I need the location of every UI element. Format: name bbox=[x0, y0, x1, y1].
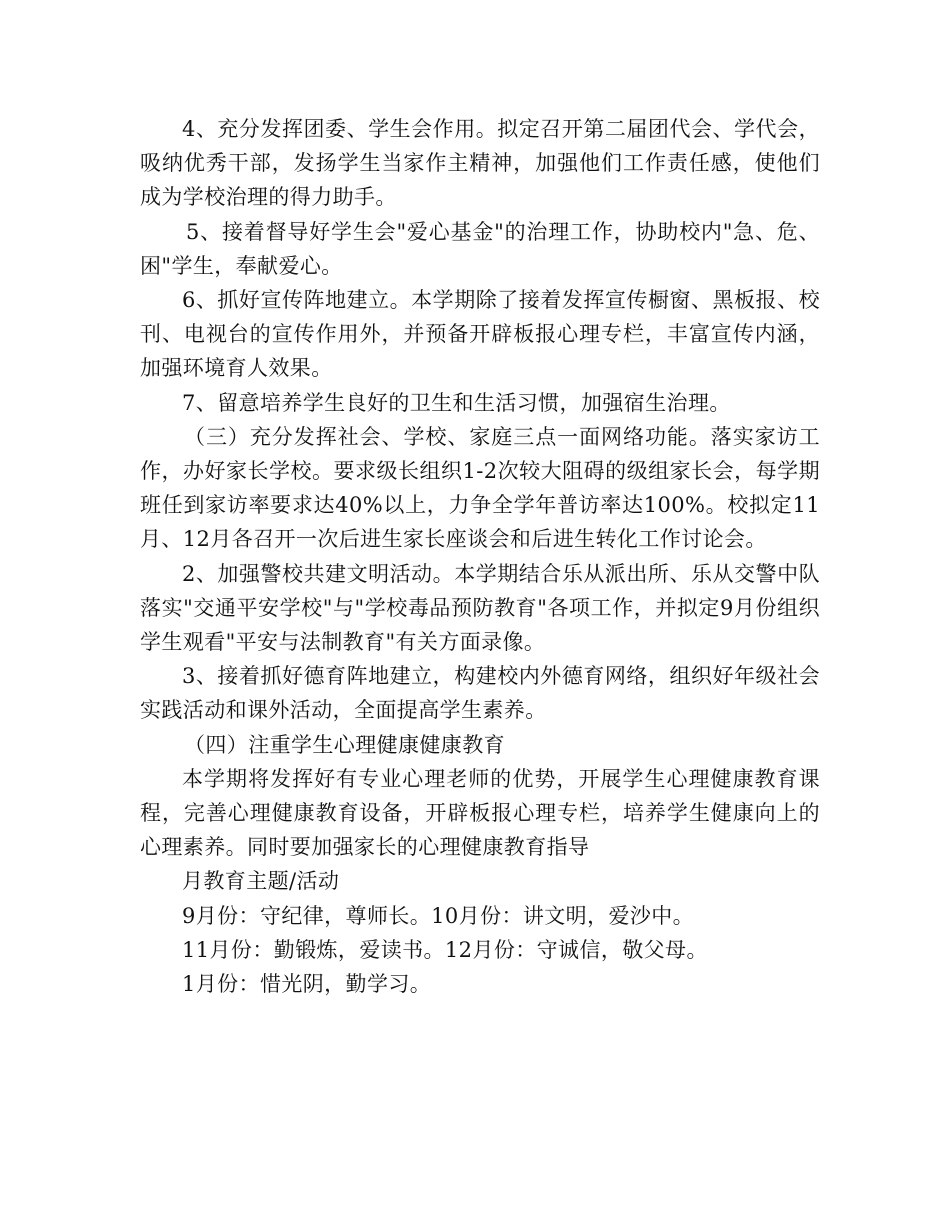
monthly-theme-heading: 月教育主题/活动 bbox=[182, 869, 340, 894]
section-four-heading: （四）注重学生心理健康健康教育 bbox=[184, 732, 505, 757]
monthly-theme-sep-oct: 9月份：守纪律，尊师长。10月份：讲文明，爱沙中。 bbox=[182, 903, 695, 928]
monthly-theme-nov-dec: 11月份：勤锻炼，爱读书。12月份：守诚信，敬父母。 bbox=[182, 937, 708, 962]
paragraph-item-4: 4、充分发挥团委、学生会作用。拟定召开第二届团代会、学代会，吸纳优秀干部，发扬学生当家作主精神，加强他们工作责任感，使他们成为学校治理的得力助手。 bbox=[140, 117, 820, 210]
monthly-theme-jan: 1月份：惜光阴，勤学习。 bbox=[182, 972, 432, 997]
paragraph-item-7: 7、留意培养学生良好的卫生和生活习惯，加强宿生治理。 bbox=[182, 390, 731, 415]
paragraph-item-6: 6、抓好宣传阵地建立。本学期除了接着发挥宣传橱窗、黑板报、校刊、电视台的宣传作用外，并预备开辟板报心理专栏，丰富宣传内涵，加强环境育人效果。 bbox=[140, 288, 820, 381]
paragraph-item-2: 2、加强警校共建文明活动。本学期结合乐从派出所、乐从交警中队落实"交通平安学校"与"学校毒品预防教育"各项工作，并拟定9月份组织学生观看"平安与法制教育"有关方面录像。 bbox=[140, 561, 820, 655]
section-three-paragraph: （三）充分发挥社会、学校、家庭三点一面网络功能。落实家访工作，办好家长学校。要求级长组织1-2次较大阻碍的级组家长会，每学期班任到家访率要求达40%以上，力争全学年普访率达100%。校拟定11月、12月各召开一次后进生家长座谈会和后进生转化工作讨论会。 bbox=[140, 424, 820, 552]
paragraph-item-3: 3、接着抓好德育阵地建立，构建校内外德育网络，组织好年级社会实践活动和课外活动，全面提高学生素养。 bbox=[140, 664, 820, 723]
paragraph-item-5: 5、接着督导好学生会"爱心基金"的治理工作，协助校内"急、危、困"学生，奉献爱心。 bbox=[140, 219, 820, 278]
document-body bbox=[140, 112, 820, 1001]
mental-health-paragraph: 本学期将发挥好有专业心理老师的优势，开展学生心理健康教育课程，完善心理健康教育设备，开辟板报心理专栏，培养学生健康向上的心理素养。同时要加强家长的心理健康教育指导 bbox=[140, 766, 820, 860]
